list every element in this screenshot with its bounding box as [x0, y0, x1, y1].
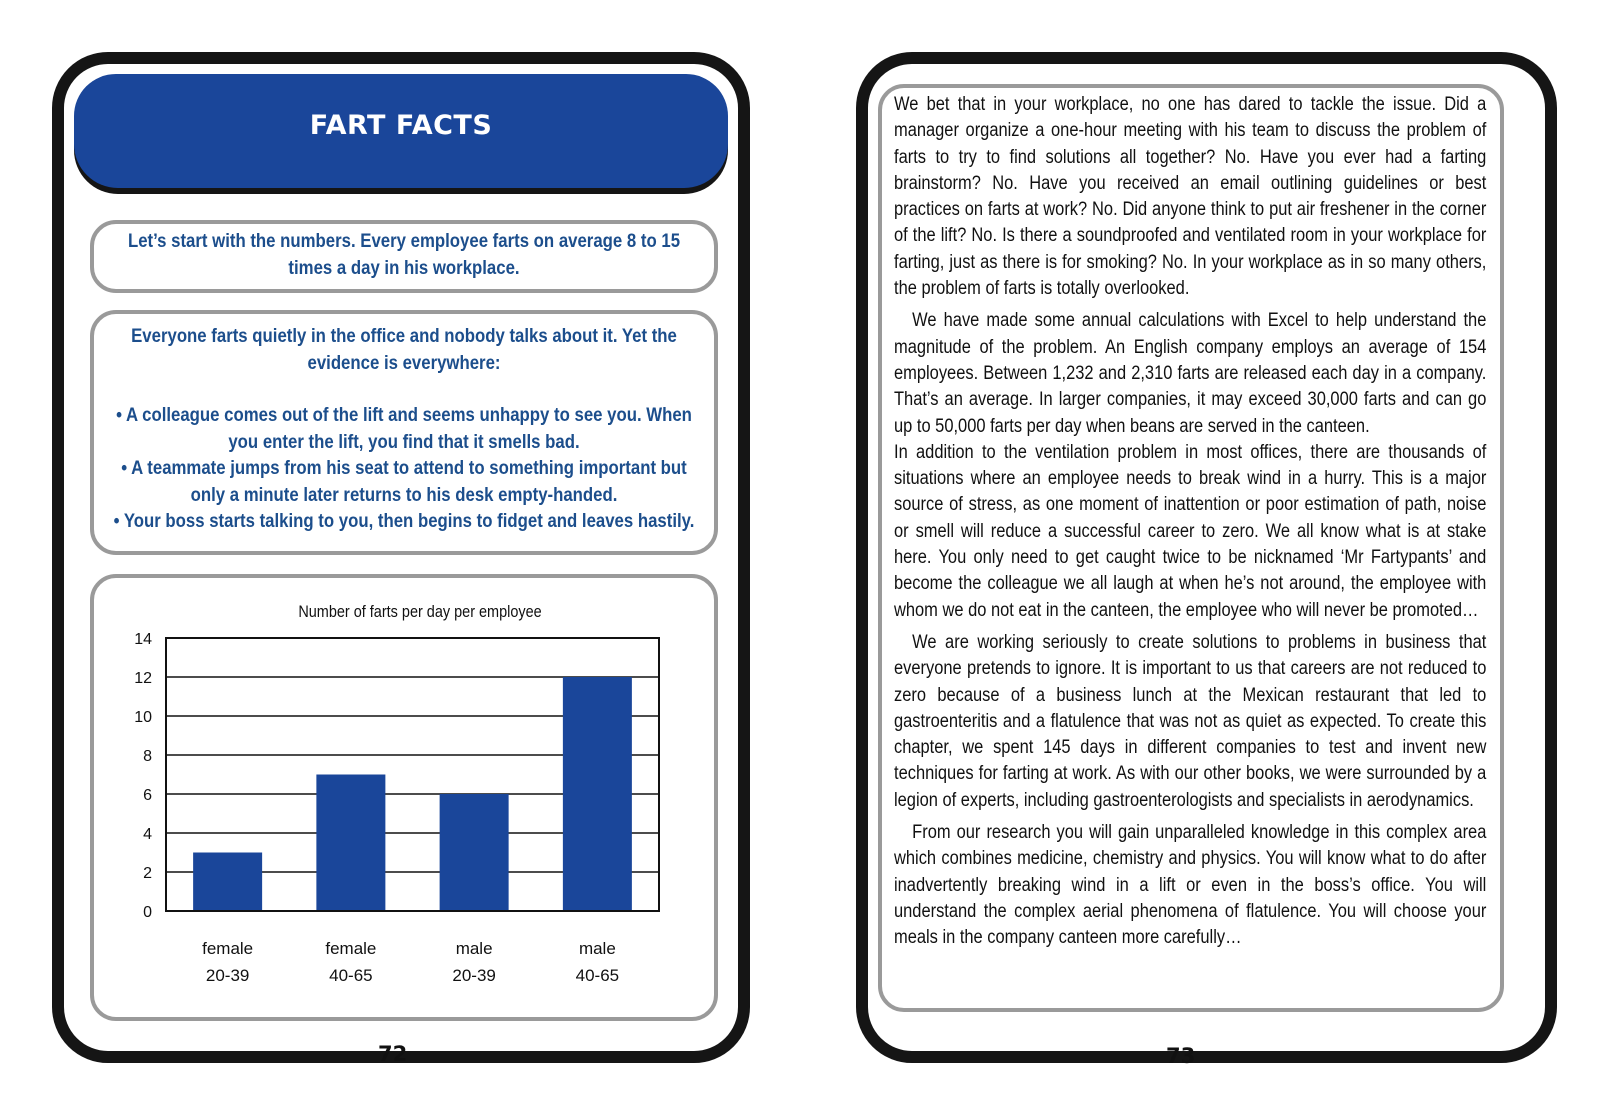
- chart-title: Number of farts per day per employee: [298, 602, 542, 621]
- evidence-item: • Your boss starts talking to you, then begins to fidget and leaves hastily.: [113, 510, 695, 532]
- x-tick-label: 40-65: [575, 966, 620, 985]
- evidence-item: • A teammate jumps from his seat to attend to something important but only a minute later returns to his desk empty-handed.: [121, 457, 687, 506]
- intro-box: [90, 220, 718, 293]
- page-number-left: 72: [378, 1042, 408, 1066]
- y-tick-label: 4: [143, 826, 152, 843]
- text-box: [878, 84, 1504, 1012]
- y-tick-label: 14: [134, 631, 152, 648]
- y-tick-label: 0: [143, 904, 152, 921]
- body-text-column: [894, 92, 1486, 952]
- x-tick-label: male: [578, 939, 616, 958]
- y-tick-label: 12: [134, 670, 152, 687]
- evidence-text-block: [103, 323, 705, 535]
- page-number-right: 73: [1166, 1044, 1196, 1068]
- y-tick-label: 8: [143, 748, 152, 765]
- x-tick-label: male: [455, 939, 493, 958]
- x-tick-label: 20-39: [452, 966, 496, 985]
- bar-chart: [94, 578, 714, 1018]
- x-tick-label: 40-65: [329, 966, 373, 985]
- x-tick-label: female: [325, 939, 377, 958]
- body-paragraph: In addition to the ventilation problem in most offices, there are thousands of situations where an employee needs to break wind in a hurry. This is a major source of stress, as one moment of inattention or poor estimation of path, noise or smell will reduce a successful career to zero. We all know what is at stake here. You only need to get caught twice to be nicknamed ‘Mr Fartypants’ and become the colleague we all laugh at when he’s not around, the employee with whom we do not eat in the canteen, the employee who will never be promoted…: [894, 441, 1487, 621]
- x-tick-label: 20-39: [205, 966, 250, 985]
- fart-facts-header: [74, 74, 728, 188]
- x-tick-label: female: [202, 939, 254, 958]
- y-tick-label: 10: [134, 709, 152, 726]
- body-paragraph: We bet that in your workplace, no one has dared to tackle the issue. Did a manager organize a one-hour meeting with his team to discuss the problem of farts to try to find solutions all together? No. Have you ever had a farting brainstorm? No. Have you received an email outlining guidelines or best practices on farts at work? No. Did anyone think to put air freshener in the corner of the lift? No. Is there a soundproofed and ventilated room in your workplace for farting, just as there is for smoking? No. In your workplace as in so many others, the problem of farts is totally overlooked.: [894, 94, 1487, 300]
- header-title: FART FACTS: [309, 109, 493, 141]
- evidence-box: [90, 310, 718, 555]
- y-tick-label: 2: [143, 865, 152, 882]
- evidence-item: • A colleague comes out of the lift and seems unhappy to see you. When you enter the lift, you find that it smells bad.: [116, 404, 692, 453]
- body-paragraph: We have made some annual calculations with Excel to help understand the magnitude of the problem. An English company employs an average of 154 employees. Between 1,232 and 2,310 farts are released each day in a company. That’s an average. In larger companies, it may exceed 30,000 farts and can go up to 50,000 farts per day when beans are served in the canteen.: [894, 310, 1487, 437]
- evidence-intro: Everyone farts quietly in the office and nobody talks about it. Yet the evidence is everywhere:: [131, 325, 677, 374]
- spacer: [103, 376, 705, 402]
- intro-text: Let’s start with the numbers. Every employee farts on average 8 to 15 times a day in his workplace.: [127, 230, 681, 279]
- body-paragraph: We are working seriously to create solutions to problems in business that everyone pretends to ignore. It is important to us that careers are not reduced to zero because of a business lunch at the Mexican restaurant that led to gastroenteritis and a flatulence that was not as quiet as expected. To create this chapter, we spent 145 days in different companies to test and invent new techniques for farting at work. As with our other books, we were surrounded by a legion of experts, including gastroenterologists and specialists in aerodynamics.: [894, 631, 1487, 811]
- chart-box: [90, 574, 718, 1021]
- body-paragraph: From our research you will gain unparalleled knowledge in this complex area which combines medicine, chemistry and physics. You will know what to do after inadvertently breaking wind in a lift or even in the boss’s office. You will understand the complex aerial phenomena of flatulence. You will choose your meals in the company canteen more carefully…: [894, 822, 1487, 949]
- y-tick-label: 6: [143, 787, 152, 804]
- bar: [563, 677, 632, 911]
- right-page-card: [856, 52, 1557, 1063]
- bar: [440, 794, 509, 911]
- bar: [316, 775, 385, 912]
- bar: [193, 853, 262, 912]
- left-page-card: [52, 52, 750, 1063]
